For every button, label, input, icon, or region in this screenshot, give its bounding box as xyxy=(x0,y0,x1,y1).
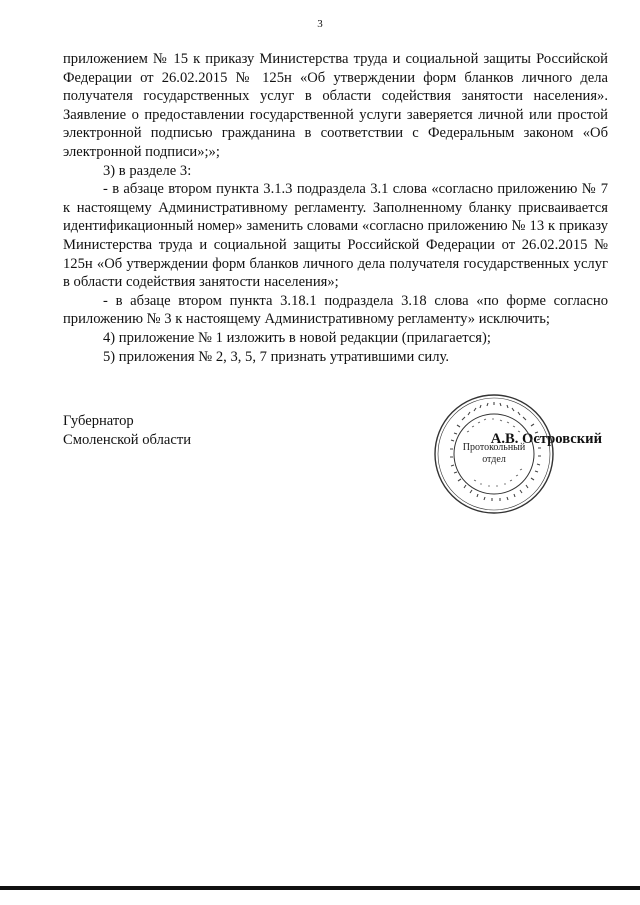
stamp-center-text xyxy=(432,442,556,466)
paragraph-item-3-1-3: - в абзаце втором пункта 3.1.3 подраздела 3.1 слова «согласно приложению № 7 к настоящему Административному регламенту. Заполненному бланку присваивается идентификационный номер» заменить словами «согласно приложению № 13 к приказу Министерства труда и социальной защиты Российской Федерации от 26.02.2015 № 125н «Об утверждении форм бланков личного дела получателя государственных услуг в области содействия занятости населения»; xyxy=(63,181,608,291)
page-number: 3 xyxy=(317,18,323,30)
paragraph-item-4: 4) приложение № 1 изложить в новой редакции (прилагается); xyxy=(103,329,491,346)
signatory-title-line1: Губернатор xyxy=(63,413,134,429)
signatory-name: А.В. Островский xyxy=(490,431,602,447)
paragraph-item-3-18-1: - в абзаце втором пункта 3.18.1 подраздела 3.18 слова «по форме согласно приложению № 3 к настоящему Административному регламенту» исключить; xyxy=(63,292,608,328)
paragraph-continuation: приложением № 15 к приказу Министерства труда и социальной защиты Российской Федерации от 26.02.2015 № 125н «Об утверждении форм бланков личного дела получателя государственных услуг в области содействия занятости населения». Заявление о предоставлении государственной услуги заверяется личной или простой электронной подписью гражданина в соответствии с Федеральным законом «Об электронной подписи»;»; xyxy=(63,51,608,160)
stamp-center-line1: Протокольный xyxy=(462,442,526,453)
bottom-scan-border xyxy=(0,886,640,890)
stamp-center-line2: отдел xyxy=(482,454,506,465)
document-body xyxy=(63,50,608,366)
signatory-title-line2: Смоленской области xyxy=(63,431,192,448)
official-stamp xyxy=(432,392,556,516)
paragraph-item-5: 5) приложения № 2, 3, 5, 7 признать утратившими силу. xyxy=(103,348,449,365)
paragraph-section-3: 3) в разделе 3: xyxy=(103,162,192,179)
